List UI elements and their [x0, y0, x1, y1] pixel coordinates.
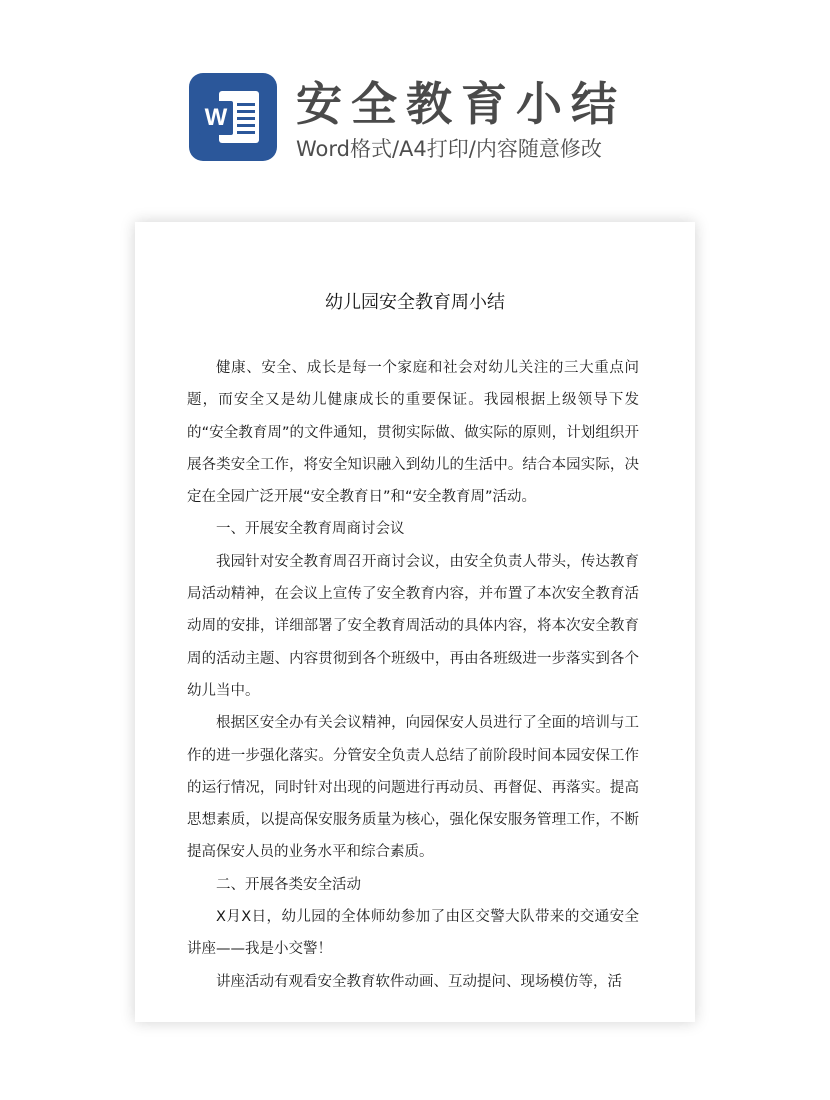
word-letter-badge: W [199, 101, 233, 135]
paragraph-traffic-lecture: X月X日，幼儿园的全体师幼参加了由区交警大队带来的交通安全讲座——我是小交警！ [187, 909, 639, 958]
banner-subtitle: Word格式/A4打印/内容随意修改 [296, 137, 602, 161]
paragraph-meeting: 我园针对安全教育周召开商讨会议，由安全负责人带头，传达教育局活动精神，在会议上宣传了安全教育内容，并布置了本次安全教育活动周的安排，详细部署了安全教育周活动的具体内容，将本次安全教育周的活动主题、内容贯彻到各个班级中，再由各班级进一步落实到各个幼儿当中。 [187, 553, 639, 699]
header-banner [0, 0, 830, 200]
document-page [135, 222, 695, 1022]
banner-title: 安全教育小结 [296, 77, 626, 131]
document-body [187, 352, 639, 998]
section-heading-1: 一、开展安全教育周商讨会议 [216, 521, 405, 538]
document-title: 幼儿园安全教育周小结 [325, 292, 505, 313]
paragraph-intro: 健康、安全、成长是每一个家庭和社会对幼儿关注的三大重点问题，而安全又是幼儿健康成长的重要保证。我园根据上级领导下发的“安全教育周”的文件通知，贯彻实际做、做实际的原则，计划组织开展各类安全工作，将安全知识融入到幼儿的生活中。结合本园实际，决定在全园广泛开展“安全教育日”和“安全教育周”活动。 [187, 360, 639, 506]
section-heading-2: 二、开展各类安全活动 [216, 876, 361, 893]
paragraph-lecture-activities: 讲座活动有观看安全教育软件动画、互动提问、现场模仿等，活 [216, 973, 622, 990]
word-document-icon [189, 73, 277, 161]
paragraph-security-training: 根据区安全办有关会议精神，向园保安人员进行了全面的培训与工作的进一步强化落实。分管安全负责人总结了前阶段时间本园安保工作的运行情况，同时针对出现的问题进行再动员、再督促、再落实。提高思想素质，以提高保安服务质量为核心，强化保安服务管理工作，不断提高保安人员的业务水平和综合素质。 [187, 715, 639, 861]
